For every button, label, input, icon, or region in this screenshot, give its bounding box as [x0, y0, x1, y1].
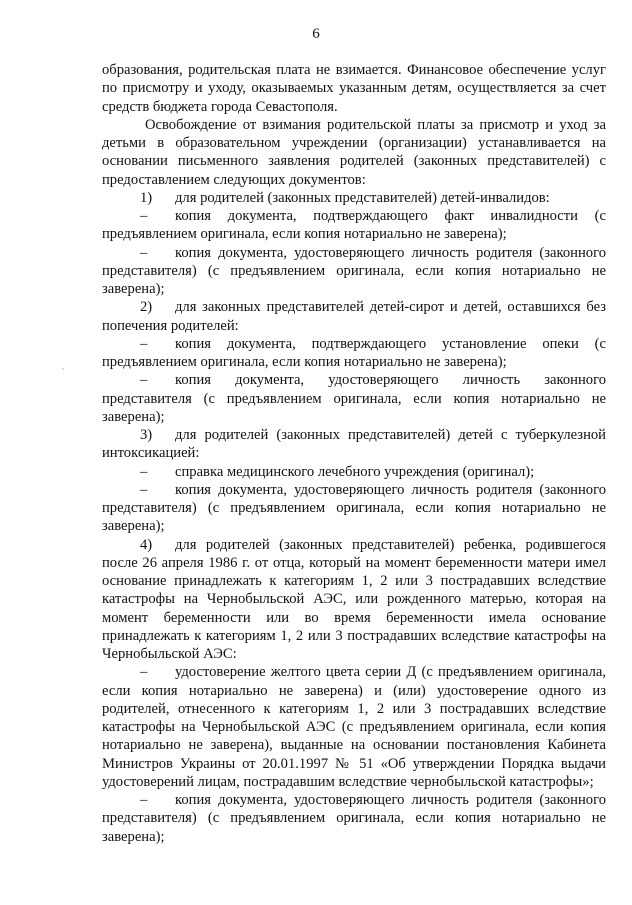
paragraph-text: для родителей (законных представителей) детей-инвалидов: [175, 189, 550, 206]
list-marker: – [140, 208, 148, 224]
paragraph-text: копия документа, подтверждающего факт инвалидности (с предъявлением оригинала, если копия нотариально не заверена); [102, 208, 606, 243]
paragraph-text: копия документа, подтверждающего установление опеки (с предъявлением оригинала, если копия нотариально не заверена); [102, 335, 606, 370]
paragraph-text: для законных представителей детей-сирот и детей, оставшихся без попечения родителей: [102, 299, 606, 334]
paragraph-text: для родителей (законных представителей) ребенка, родившегося после 26 апреля 1986 г. от отца, который на момент беременности матери имел основание принадлежать к категориям 1, 2 или 3 пострадавших вследствие катастрофы на Чернобыльской АЭС, или рожденного матерью, которая на момент беременности или во время беременности имела основание принадлежать к категориям 1, 2 или 3 пострадавших вследствие катастрофы на Чернобыльской АЭС: [102, 536, 606, 662]
paragraph-text: Освобождение от взимания родительской платы за присмотр и уход за детьми в образовательном учреждении (организации) устанавливается на основании письменного заявления родителей (законных представителей) с предоставлением следующих документов: [102, 116, 606, 188]
list-item [102, 371, 606, 426]
paragraph-text: копия документа, удостоверяющего личность родителя (законного представителя) (с предъявлением оригинала, если копия нотариально не заверена); [102, 244, 606, 297]
list-item [102, 207, 606, 244]
paragraph-text: для родителей (законных представителей) детей с туберкулезной интоксикацией: [102, 427, 606, 462]
list-marker: 1) [140, 189, 153, 206]
paragraph-text: образования, родительская плата не взимается. Финансовое обеспечение услуг по присмотру и уходу, оказываемых указанным детям, осуществляется за счет средств бюджета города Севастополя. [102, 62, 606, 115]
list-marker: – [140, 463, 148, 480]
list-item [102, 536, 606, 664]
list-item [102, 426, 606, 463]
paragraph [102, 116, 606, 189]
paragraph-text: копия документа, удостоверяющего личность законного представителя (с предъявлением оригинала, если копия нотариально не заверена); [102, 372, 606, 425]
paragraph-text: копия документа, удостоверяющего личность родителя (законного представителя) (с предъявлением оригинала, если копия нотариально не заверена); [102, 481, 606, 535]
paragraph-text: копия документа, удостоверяющего личность родителя (законного представителя) (с предъявлением оригинала, если копия нотариально не заверена); [102, 792, 606, 845]
list-marker: – [140, 244, 148, 261]
list-item [102, 298, 606, 335]
list-item [102, 335, 606, 372]
list-item [102, 189, 606, 207]
paragraph-text: удостоверение желтого цвета серии Д (с предъявлением оригинала, если копия нотариально не заверена) и (или) удостоверение одного из родителей, отнесенного к категориям 1, 2 или 3 пострадавших вследствие катастрофы на Чернобыльской АЭС (с предъявлением оригинала, если копия нотариально не заверена), выданные на основании постановления Кабинета Министров Украины от 20.01.1997 № 51 «Об утверждении Порядка выдачи удостоверений лицам, пострадавшим вследствие чернобыльской катастрофы»; [102, 664, 606, 790]
document-body [102, 61, 606, 846]
list-marker: 3) [140, 427, 153, 443]
scan-speck [62, 368, 64, 370]
list-marker: – [140, 664, 148, 681]
list-item [102, 463, 606, 481]
paragraph [102, 61, 606, 116]
list-item [102, 244, 606, 299]
list-item [102, 663, 606, 791]
list-marker: – [140, 335, 148, 352]
page-number: 6 [312, 26, 320, 42]
paragraph-text: справка медицинского лечебного учреждения (оригинал); [175, 463, 535, 480]
list-marker: – [140, 481, 148, 498]
list-marker: – [140, 792, 148, 808]
list-item [102, 791, 606, 846]
list-item [102, 481, 606, 536]
list-marker: 2) [140, 299, 153, 316]
list-marker: 4) [140, 536, 153, 553]
list-marker: – [140, 372, 148, 389]
